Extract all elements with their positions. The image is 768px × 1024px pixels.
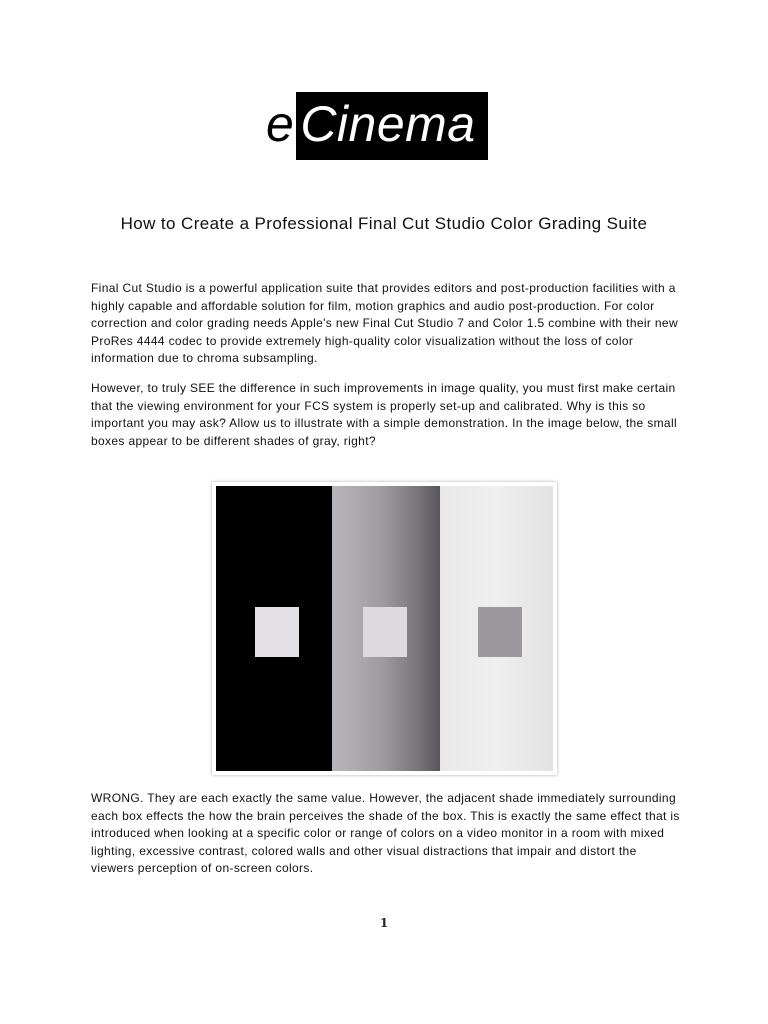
- logo-prefix: e: [266, 96, 295, 152]
- black-panel: [216, 486, 332, 771]
- explanation-paragraph: WRONG. They are each exactly the same value. However, the adjacent shade immediately surrounding each box effects the how the brain perceives the shade of the box. This is exactly the same effect that is introduced when looking at a specific color or range of colors on a video monitor in a room with mixed lighting, excessive contrast, colored walls and other visual distractions that impair and distort the viewers perception of on-screen colors.: [91, 791, 680, 876]
- logo-boxed-text: Cinema: [296, 92, 487, 160]
- demonstration-paragraph: However, to truly SEE the difference in such improvements in image quality, you must first make certain that the viewing environment for your FCS system is properly set-up and calibrated. Why is this so important you may ask? Allow us to illustrate with a simple demonstration. In the image below, the small boxes appear to be different shades of gray, right?: [91, 381, 677, 448]
- page-number: 1: [379, 916, 389, 930]
- light-panel: [440, 486, 553, 771]
- ecinema-logo: [258, 92, 488, 160]
- gray-swatch-middle: [363, 607, 407, 657]
- gray-swatch-left: [255, 607, 299, 657]
- document-title: How to Create a Professional Final Cut Studio Color Grading Suite: [120, 214, 648, 233]
- gradient-panel: [332, 486, 440, 771]
- gray-swatch-right: [478, 607, 522, 657]
- intro-paragraph: Final Cut Studio is a powerful application suite that provides editors and post-production facilities with a highly capable and affordable solution for film, motion graphics and audio post-production. For color correction and color grading needs Apple's new Final Cut Studio 7 and Color 1.5 combine with their new ProRes 4444 codec to provide extremely high-quality color visualization without the loss of color information due to chroma subsampling.: [91, 281, 678, 366]
- gray-illusion-figure: [212, 482, 557, 775]
